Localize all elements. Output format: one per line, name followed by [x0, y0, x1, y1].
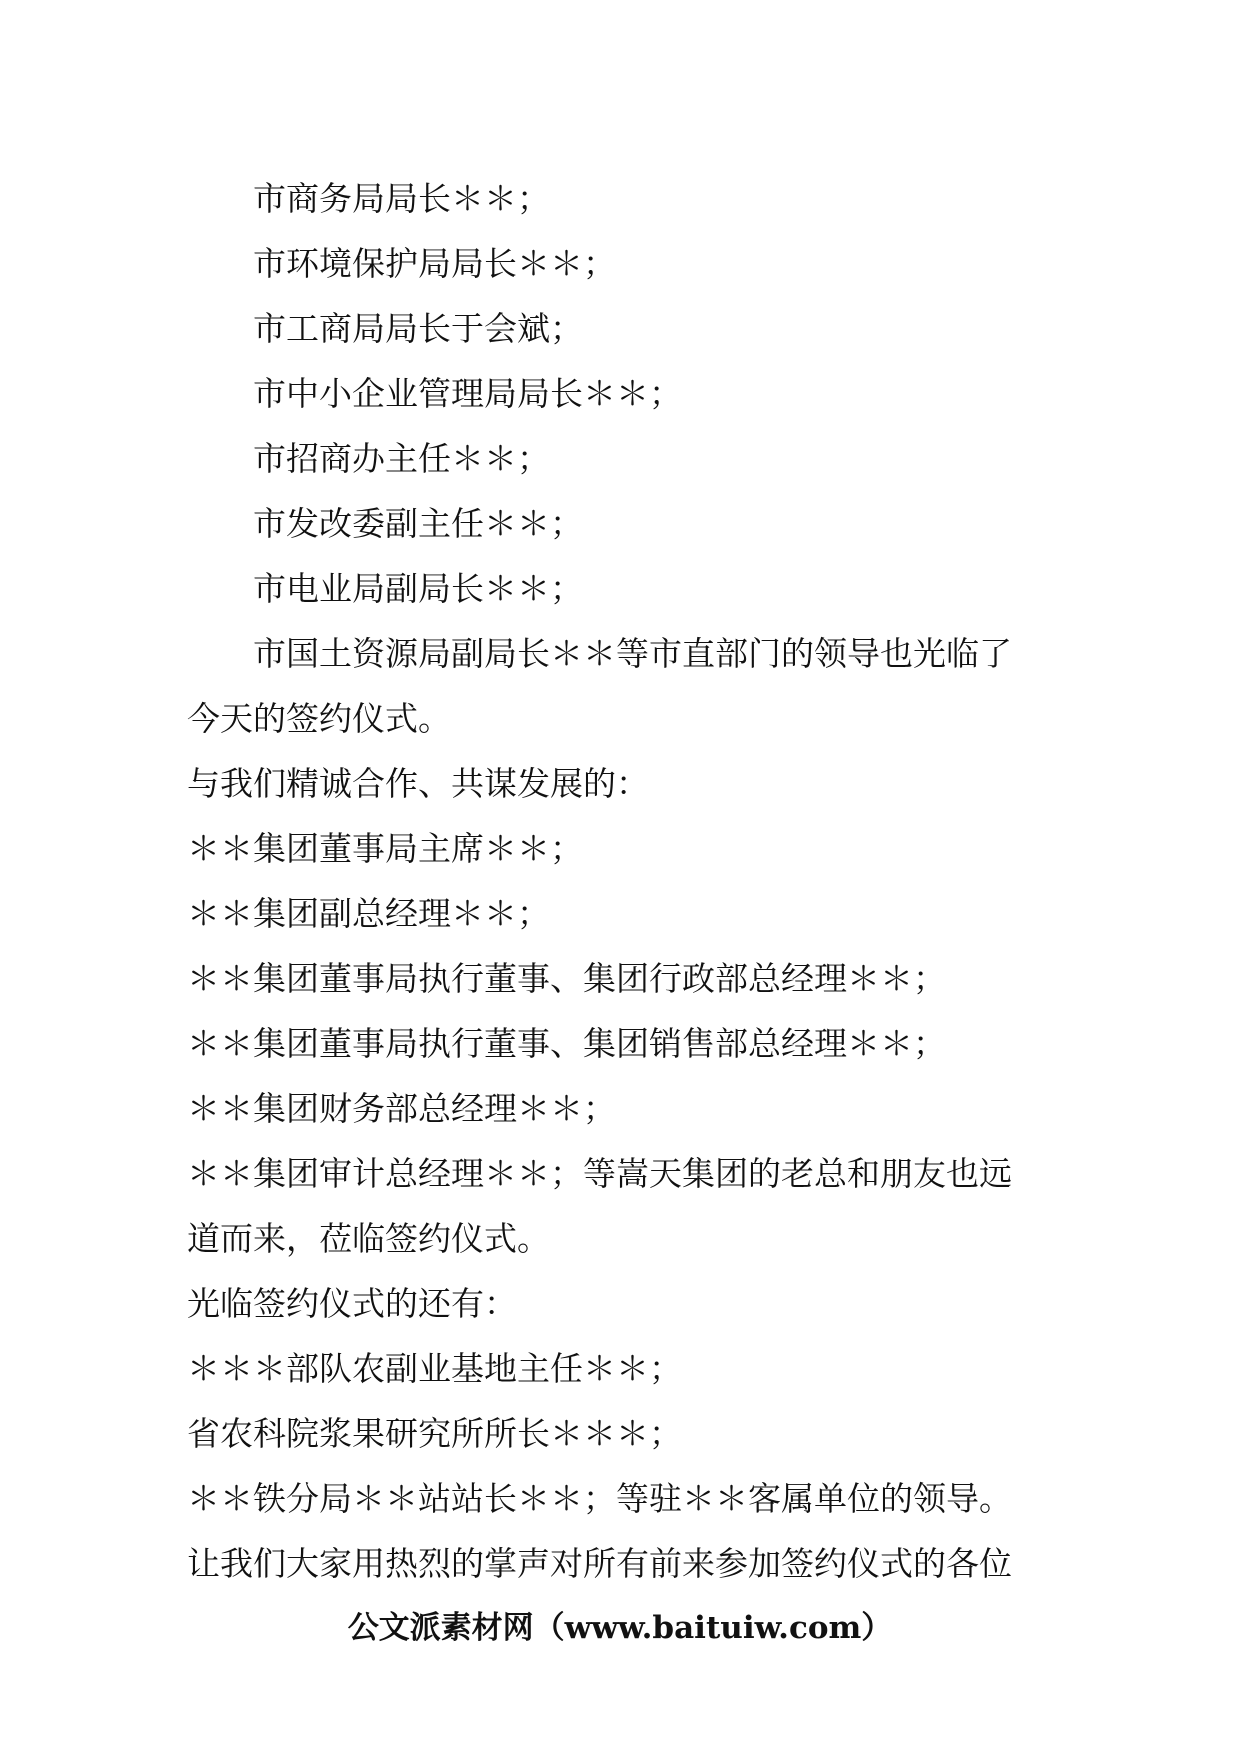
text-line: 市环境保护局局长＊＊； [253, 244, 616, 283]
text-line: 光临签约仪式的还有： [187, 1284, 517, 1323]
text-line: ＊＊集团副总经理＊＊； [187, 894, 550, 933]
text-line: 市电业局副局长＊＊； [253, 569, 583, 608]
text-line: 与我们精诚合作、共谋发展的： [187, 764, 649, 803]
text-line: 市发改委副主任＊＊； [253, 504, 583, 543]
text-line: 市国土资源局副局长＊＊等市直部门的领导也光临了 [253, 634, 1012, 673]
text-line: 市商务局局长＊＊； [253, 179, 550, 218]
text-line: 今天的签约仪式。 [187, 699, 451, 738]
text-line: ＊＊集团董事局主席＊＊； [187, 829, 583, 868]
text-line: 省农科院浆果研究所所长＊＊＊； [187, 1414, 682, 1453]
text-line: 市工商局局长于会斌； [253, 309, 583, 348]
text-line: 让我们大家用热烈的掌声对所有前来参加签约仪式的各位 [187, 1544, 1012, 1583]
text-line: ＊＊集团审计总经理＊＊；等嵩天集团的老总和朋友也远 [187, 1154, 1012, 1193]
page-footer: 公文派素材网（www.baituiw.com） [347, 1610, 893, 1646]
text-line: ＊＊集团财务部总经理＊＊； [187, 1089, 616, 1128]
text-line: ＊＊＊部队农副业基地主任＊＊； [187, 1349, 682, 1388]
document-body [187, 166, 1067, 1596]
text-line: 市中小企业管理局局长＊＊； [253, 374, 682, 413]
text-line: ＊＊集团董事局执行董事、集团行政部总经理＊＊； [187, 959, 946, 998]
text-line: 市招商办主任＊＊； [253, 439, 550, 478]
text-line: 道而来，莅临签约仪式。 [187, 1219, 550, 1258]
text-line: ＊＊铁分局＊＊站站长＊＊；等驻＊＊客属单位的领导。 [187, 1479, 1012, 1518]
text-line: ＊＊集团董事局执行董事、集团销售部总经理＊＊； [187, 1024, 946, 1063]
